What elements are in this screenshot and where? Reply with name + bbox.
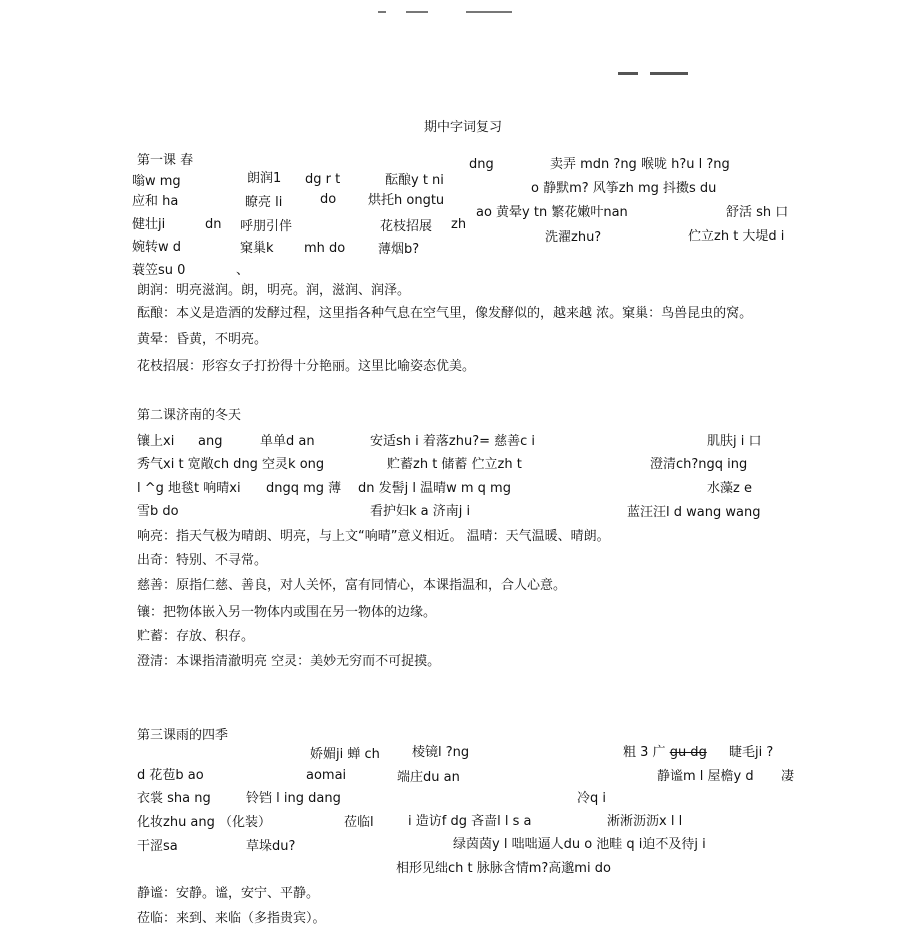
- scan-mark: [466, 11, 512, 13]
- vocab-word: 贮蓄zh t 储蓄 伫立zh t: [387, 457, 522, 472]
- vocab-word: 雪b do: [137, 504, 179, 519]
- scan-mark: [618, 72, 638, 75]
- definition: 莅临：来到、来临（多指贵宾）。: [137, 911, 326, 926]
- vocab-word: 洗濯zhu?: [545, 230, 602, 245]
- vocab-word: 莅临l: [344, 815, 374, 830]
- vocab-word: do: [320, 192, 337, 207]
- vocab-word: 铃铛 l ing dang: [246, 791, 341, 806]
- vocab-word: 镶上xi: [137, 434, 175, 449]
- vocab-word: 淅淅沥沥x l l: [607, 814, 683, 829]
- vocab-word: 烘托h ongtu: [368, 193, 445, 208]
- vocab-word: 肌肤j i 口: [707, 434, 762, 449]
- vocab-word: 澄清ch?ngq ing: [650, 457, 748, 472]
- vocab-word: d 花苞b ao: [137, 768, 204, 783]
- definition: 贮蓄：存放、积存。: [137, 629, 255, 644]
- vocab-word: 健壮ji: [132, 217, 166, 232]
- vocab-word: ao 黄晕y tn 繁花嫩叶nan: [476, 205, 628, 220]
- vocab-word: 、: [236, 263, 250, 278]
- vocab-word: 婉转w d: [132, 240, 182, 255]
- vocab-word: 绿茵茵y l 咄咄逼人du o 池畦 q i迫不及待j i: [453, 837, 706, 852]
- lesson-heading: 第二课济南的冬天: [137, 408, 242, 423]
- vocab-word: i 造访f dg 吝啬l l s a: [408, 814, 532, 829]
- definition: 澄清：本课指清澈明亮 空灵：美妙无穷而不可捉摸。: [137, 654, 441, 669]
- scan-mark: [378, 11, 386, 13]
- definition: 响亮：指天气极为晴朗、明亮，与上文“响晴”意义相近。 温晴：天气温暖、晴朗。: [137, 529, 610, 544]
- vocab-word: 酝酿y t ni: [385, 173, 444, 188]
- vocab-word: 衣裳 sha ng: [137, 791, 211, 806]
- definition: 出奇：特别、不寻常。: [137, 553, 268, 568]
- vocab-word: dng: [469, 157, 494, 172]
- vocab-word: 水藻z e: [707, 481, 752, 496]
- scan-mark: [650, 72, 688, 75]
- page-title: 期中字词复习: [424, 120, 503, 135]
- lesson-heading: 第一课 春: [137, 153, 194, 168]
- definition: 慈善：原指仁慈、善良，对人关怀，富有同情心，本课指温和，合人心意。: [137, 578, 567, 593]
- vocab-word: 安适sh i 着落zhu?= 慈善c i: [370, 434, 536, 449]
- vocab-word: 冷q i: [577, 791, 606, 806]
- vocab-word: dngq mg 薄: [266, 481, 342, 496]
- definition: 镶：把物体嵌入另一物体内或围在另一物体的边缘。: [137, 605, 437, 620]
- vocab-word: l ^g 地毯t 响晴xi: [137, 481, 241, 496]
- vocab-word: 娇媚ji 蝉 ch: [310, 747, 380, 762]
- vocab-word: 卖弄 mdn ?ng 喉咙 h?u l ?ng: [550, 157, 730, 172]
- vocab-word: 瞭亮 li: [245, 195, 283, 210]
- vocab-word: aomai: [306, 768, 347, 783]
- vocab-word: dn: [205, 217, 222, 232]
- vocab-word: 干涩sa: [137, 839, 178, 854]
- vocab-word: 蓑笠su 0: [132, 263, 186, 278]
- vocab-word: 单单d an: [260, 434, 315, 449]
- definition: 黄晕：昏黄，不明亮。: [137, 332, 268, 347]
- vocab-word: dg r t: [305, 172, 341, 187]
- scan-mark: [406, 11, 428, 13]
- definition: 花枝招展：形容女子打扮得十分艳丽。这里比喻姿态优美。: [137, 359, 476, 374]
- vocab-word: 应和 ha: [132, 194, 179, 209]
- definition: 静谧：安静。谧，安宁、平静。: [137, 886, 320, 901]
- vocab-word: 舒活 sh 口: [726, 205, 789, 220]
- vocab-word: 相形见绌ch t 脉脉含情m?高邈mi do: [396, 861, 611, 876]
- vocab-word: 窠巢k: [240, 241, 274, 256]
- vocab-word: zh: [451, 217, 467, 232]
- vocab-word: 静谧m l 屋檐y d: [657, 769, 754, 784]
- definition: 朗润：明亮滋润。朗，明亮。润，滋润、润泽。: [137, 283, 411, 298]
- vocab-word: 嗡w mg: [132, 174, 181, 189]
- vocab-word: 化妆zhu ang （化装）: [137, 815, 272, 830]
- vocab-word: [623, 746, 707, 759]
- vocab-word: 薄烟b?: [378, 242, 420, 257]
- vocab-word: o 静默m? 风筝zh mg 抖擞s du: [531, 181, 717, 196]
- vocab-word: 草垛du?: [246, 839, 296, 854]
- vocab-word: 端庄du an: [397, 770, 460, 785]
- vocab-word: 蓝汪汪l d wang wang: [627, 505, 761, 520]
- vocab-word: 看护妇k a 济南j i: [370, 504, 471, 519]
- vocab-word-part: 粗 3 广: [623, 745, 666, 760]
- vocab-word: dn 发髻j l 温晴w m q mg: [358, 481, 511, 496]
- definition: 酝酿：本义是造酒的发酵过程，这里指各种气息在空气里，像发酵似的，越来越 浓。窠巢：鸟兽昆虫的窝。: [137, 306, 753, 321]
- vocab-word-struck: gu dg: [669, 745, 707, 760]
- vocab-word: 花枝招展: [380, 219, 433, 234]
- vocab-word: 秀气xi t 宽敞ch dng 空灵k ong: [137, 457, 325, 472]
- vocab-word: ang: [198, 434, 223, 449]
- vocab-word: 棱镜l ?ng: [412, 745, 470, 760]
- vocab-word: 朗润1: [247, 171, 282, 186]
- vocab-word: 伫立zh t 大堤d i: [688, 229, 785, 244]
- vocab-word: 凄: [781, 769, 795, 784]
- lesson-heading: 第三课雨的四季: [137, 728, 229, 743]
- vocab-word: 睫毛ji ?: [729, 745, 774, 760]
- vocab-word: 呼朋引伴: [240, 219, 293, 234]
- vocab-word: mh do: [304, 241, 346, 256]
